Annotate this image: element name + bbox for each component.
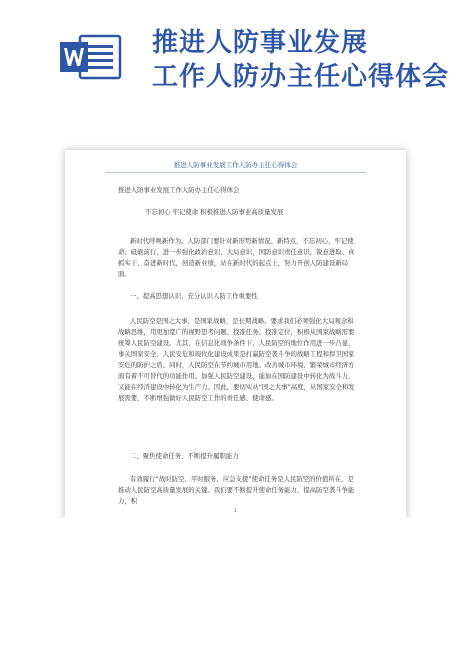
heading-text: 二、聚焦使命任务，不断提升履职能力 xyxy=(130,452,239,460)
document-subtitle: 不忘初心 牢记使命 积极推进人防事业高质量发展 xyxy=(145,208,284,216)
document-page xyxy=(65,150,406,518)
banner xyxy=(0,0,474,100)
section-heading-2 xyxy=(118,451,358,462)
paragraph-body-2 xyxy=(118,474,358,507)
paragraph-text: 人民防空是国之大事，是国家战略，是长期战略。要求我们必须强化大局观念和战略思维，用更加宽广的视野思考问题、找准任务、找准定位，积极从国家战略需要统筹人民防空建设。尤其，在信息化战争条件下，人民防空的地位作用进一步凸显，事关国家安全、人民安危和现代化建设成果是打赢防空袭斗争的战略工程和捍卫国家安危的防护之盾。同时，人民防空在节约城市用地、改善城市环境、繁荣城市经济方面有着不可替代的功能作用。加强人民防空建设，能加在国防建设中转化为战斗力，又能在经济建设中转化为生产力。因此，要切实从“国之大事”高度，从国家安全和发展需要，不断增强做好人民防空工作的责任感、使命感。 xyxy=(118,317,355,402)
header-divider xyxy=(105,172,366,173)
word-document-icon xyxy=(60,34,122,80)
page-number: 1 xyxy=(233,508,238,514)
running-header: 推进人防事业发展工作人防办主任心得体会 xyxy=(173,161,298,169)
banner-title-line-1: 推进人防事业发展 xyxy=(152,28,369,58)
paragraph-intro xyxy=(118,236,358,280)
banner-title-line-2: 工作人防办主任心得体会 xyxy=(152,62,450,92)
paragraph-body-1 xyxy=(118,316,358,404)
heading-text: 一、提高思想认识，充分认识人防工作重要性 xyxy=(130,292,258,300)
document-title: 推进人防事业发展工作人防办主任心得体会 xyxy=(118,186,240,194)
banner-title xyxy=(152,26,474,94)
paragraph-text: 新时代呼唤新作为。人防部门要针对新形势新情况、新特点，不忘初心，牢记使命、砥砺前行，进一步强化政治意识、大局意识，国防意识责任意识，锐意进取、真抓实干、奋进新时代，创造新业绩，站在新时代的起点上，努力开创人防建设新局面。 xyxy=(118,237,355,278)
section-heading-1 xyxy=(118,291,358,302)
bottom-blank-area xyxy=(0,518,474,669)
paragraph-text: 有效履行“战时防空、平时服务、应急支援”使命任务是人民防空的价值所在，是推动人民防空高质量发展的关键。我们要不断提升使命任务能力，提高防空袭斗争能力，积 xyxy=(118,475,355,505)
